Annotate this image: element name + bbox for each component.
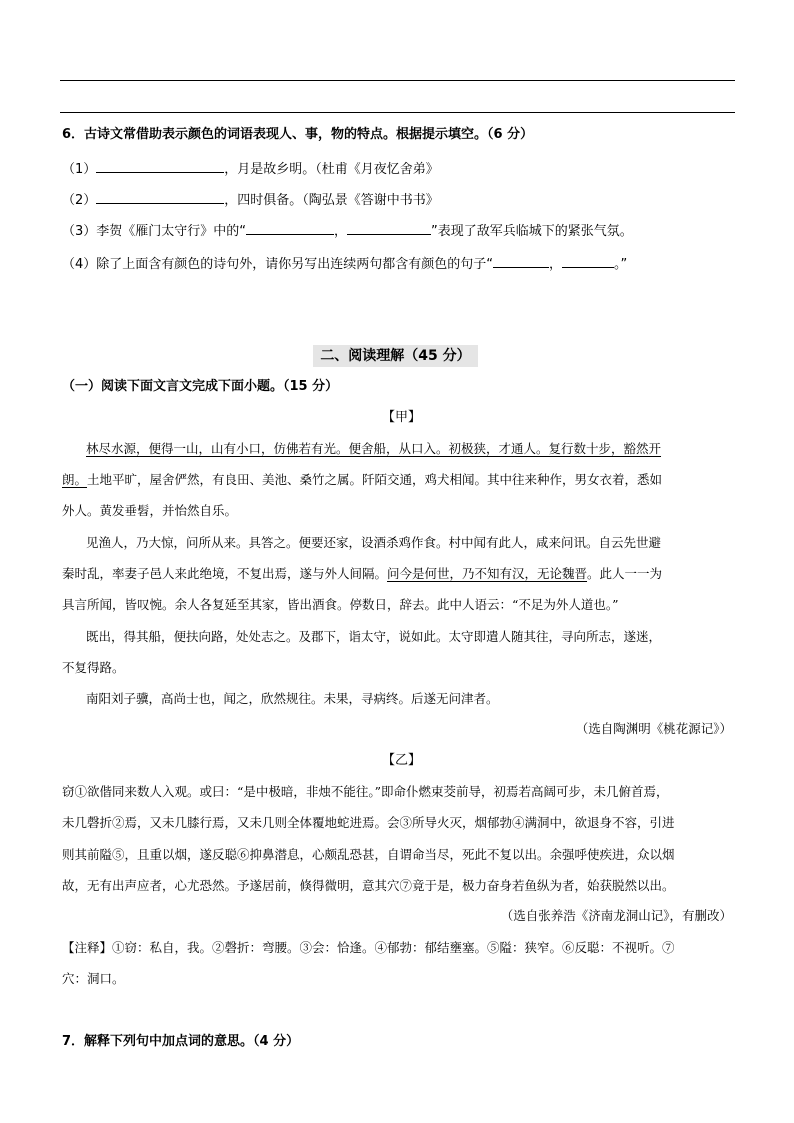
- jia-heading: 【甲】: [382, 410, 422, 425]
- jia-text: 秦时乱，率妻子邑人来此绝境，不复出焉，遂与外人间隔。: [62, 566, 388, 581]
- item-number: （1）: [62, 162, 97, 177]
- answer-line-1: [60, 80, 735, 81]
- blank-field[interactable]: [347, 222, 431, 235]
- yi-line-4: 故，无有出声应者，心尤恐然。予遂居前，倏得微明，意其穴⑦竟于是，极力奋身若鱼纵为者，始获脱然以出。: [62, 878, 675, 893]
- q6-item-3: [62, 222, 633, 240]
- jia-line-4: 见渔人，乃大惊，问所从来。具答之。便要还家，设酒杀鸡作食。村中闻有此人，咸来问讯。自云先世避: [86, 535, 662, 550]
- yi-heading: 【乙】: [382, 753, 422, 768]
- item-text: 。”: [614, 257, 628, 272]
- jia-line-5: [62, 566, 662, 582]
- jia-underlined-text: 问今是何世，乃不知有汉，无论魏晋: [387, 566, 588, 581]
- q7-title: 7．解释下列句中加点词的意思。（4 分）: [62, 1034, 300, 1049]
- item-text: ，四时俱备。（陶弘景《答谢中书书》: [224, 193, 439, 208]
- item-text: ”表现了敌军兵临城下的紧张气氛。: [431, 224, 633, 239]
- yi-note-line-1: 【注释】①窃：私自，我。②磬折：弯腰。③会：恰逢。④郁勃：郁结壅塞。⑤隘：狭窄。⑥反聪：不视听。⑦: [62, 940, 675, 955]
- blank-field[interactable]: [96, 160, 224, 173]
- jia-text: 土地平旷，屋舍俨然，有良田、美池、桑竹之属。阡陌交通，鸡犬相闻。其中往来种作，男女衣着，悉如: [87, 472, 663, 487]
- jia-line-9: 南阳刘子骥，高尚士也，闻之，欣然规往。未果，寻病终。后遂无问津者。: [86, 691, 499, 706]
- jia-text: 。此人一一为: [587, 566, 663, 581]
- blank-field[interactable]: [96, 191, 224, 204]
- item-sep: ，: [334, 224, 348, 239]
- yi-line-3: 则其前隘⑤，且重以烟，遂反聪⑥抑鼻潜息，心颇乱恐甚，自谓命当尽，死此不复以出。余强呼使疾进，众以烟: [62, 847, 675, 862]
- item-number: （2）: [62, 193, 97, 208]
- yi-note-line-2: 穴：洞口。: [62, 971, 125, 986]
- item-text: ，月是故乡明。（杜甫《月夜忆舍弟》: [224, 162, 439, 177]
- q6-item-1: [62, 160, 439, 178]
- yi-source: （选自张养浩《济南龙洞山记》，有删改）: [500, 908, 732, 923]
- jia-line-1: 林尽水源，便得一山，山有小口，仿佛若有光。便舍船，从口入。初极狭，才通人。复行数十步，豁然开: [86, 441, 662, 456]
- jia-text: 朗。: [62, 472, 88, 487]
- jia-line-2: [62, 472, 662, 488]
- q6-item-4: [62, 255, 627, 273]
- blank-field[interactable]: [246, 222, 334, 235]
- jia-line-3: 外人。黄发垂髫，并怡然自乐。: [62, 503, 238, 518]
- item-text: （4）除了上面含有颜色的诗句外，请你另写出连续两句都含有颜色的句子“: [62, 257, 494, 272]
- yi-line-2: 未几磬折②焉，又未几膝行焉，又未几则全体覆地蛇进焉。会③所导火灭，烟郁勃④满洞中，欲退身不容，引进: [62, 815, 675, 830]
- jia-line-6: 具言所闻，皆叹惋。余人各复延至其家，皆出酒食。停数日，辞去。此中人语云：“不足为外人道也。”: [62, 597, 619, 612]
- part1-title: （一）阅读下面文言文完成下面小题。（15 分）: [62, 379, 339, 394]
- item-text: （3）李贺《雁门太守行》中的“: [62, 224, 247, 239]
- jia-line-8: 不复得路。: [62, 660, 125, 675]
- blank-field[interactable]: [562, 255, 614, 268]
- q6-title: 6．古诗文常借助表示颜色的词语表现人、事，物的特点。根据提示填空。（6 分）: [62, 127, 534, 142]
- section-heading: 二、阅读理解（45 分）: [313, 345, 478, 367]
- item-sep: ，: [549, 257, 563, 272]
- q6-item-2: [62, 191, 439, 209]
- yi-line-1: 窃①欲偕同来数人入观。或曰：“是中极暗，非烛不能往。”即命仆燃束茭前导，初焉若高阔可步，未几俯首焉，: [62, 784, 669, 799]
- answer-line-2: [60, 112, 735, 113]
- jia-line-7: 既出，得其船，便扶向路，处处志之。及郡下，诣太守，说如此。太守即遣人随其往，寻向所志，遂迷，: [86, 629, 662, 644]
- blank-field[interactable]: [493, 255, 549, 268]
- jia-source: （选自陶渊明《桃花源记》）: [575, 721, 732, 736]
